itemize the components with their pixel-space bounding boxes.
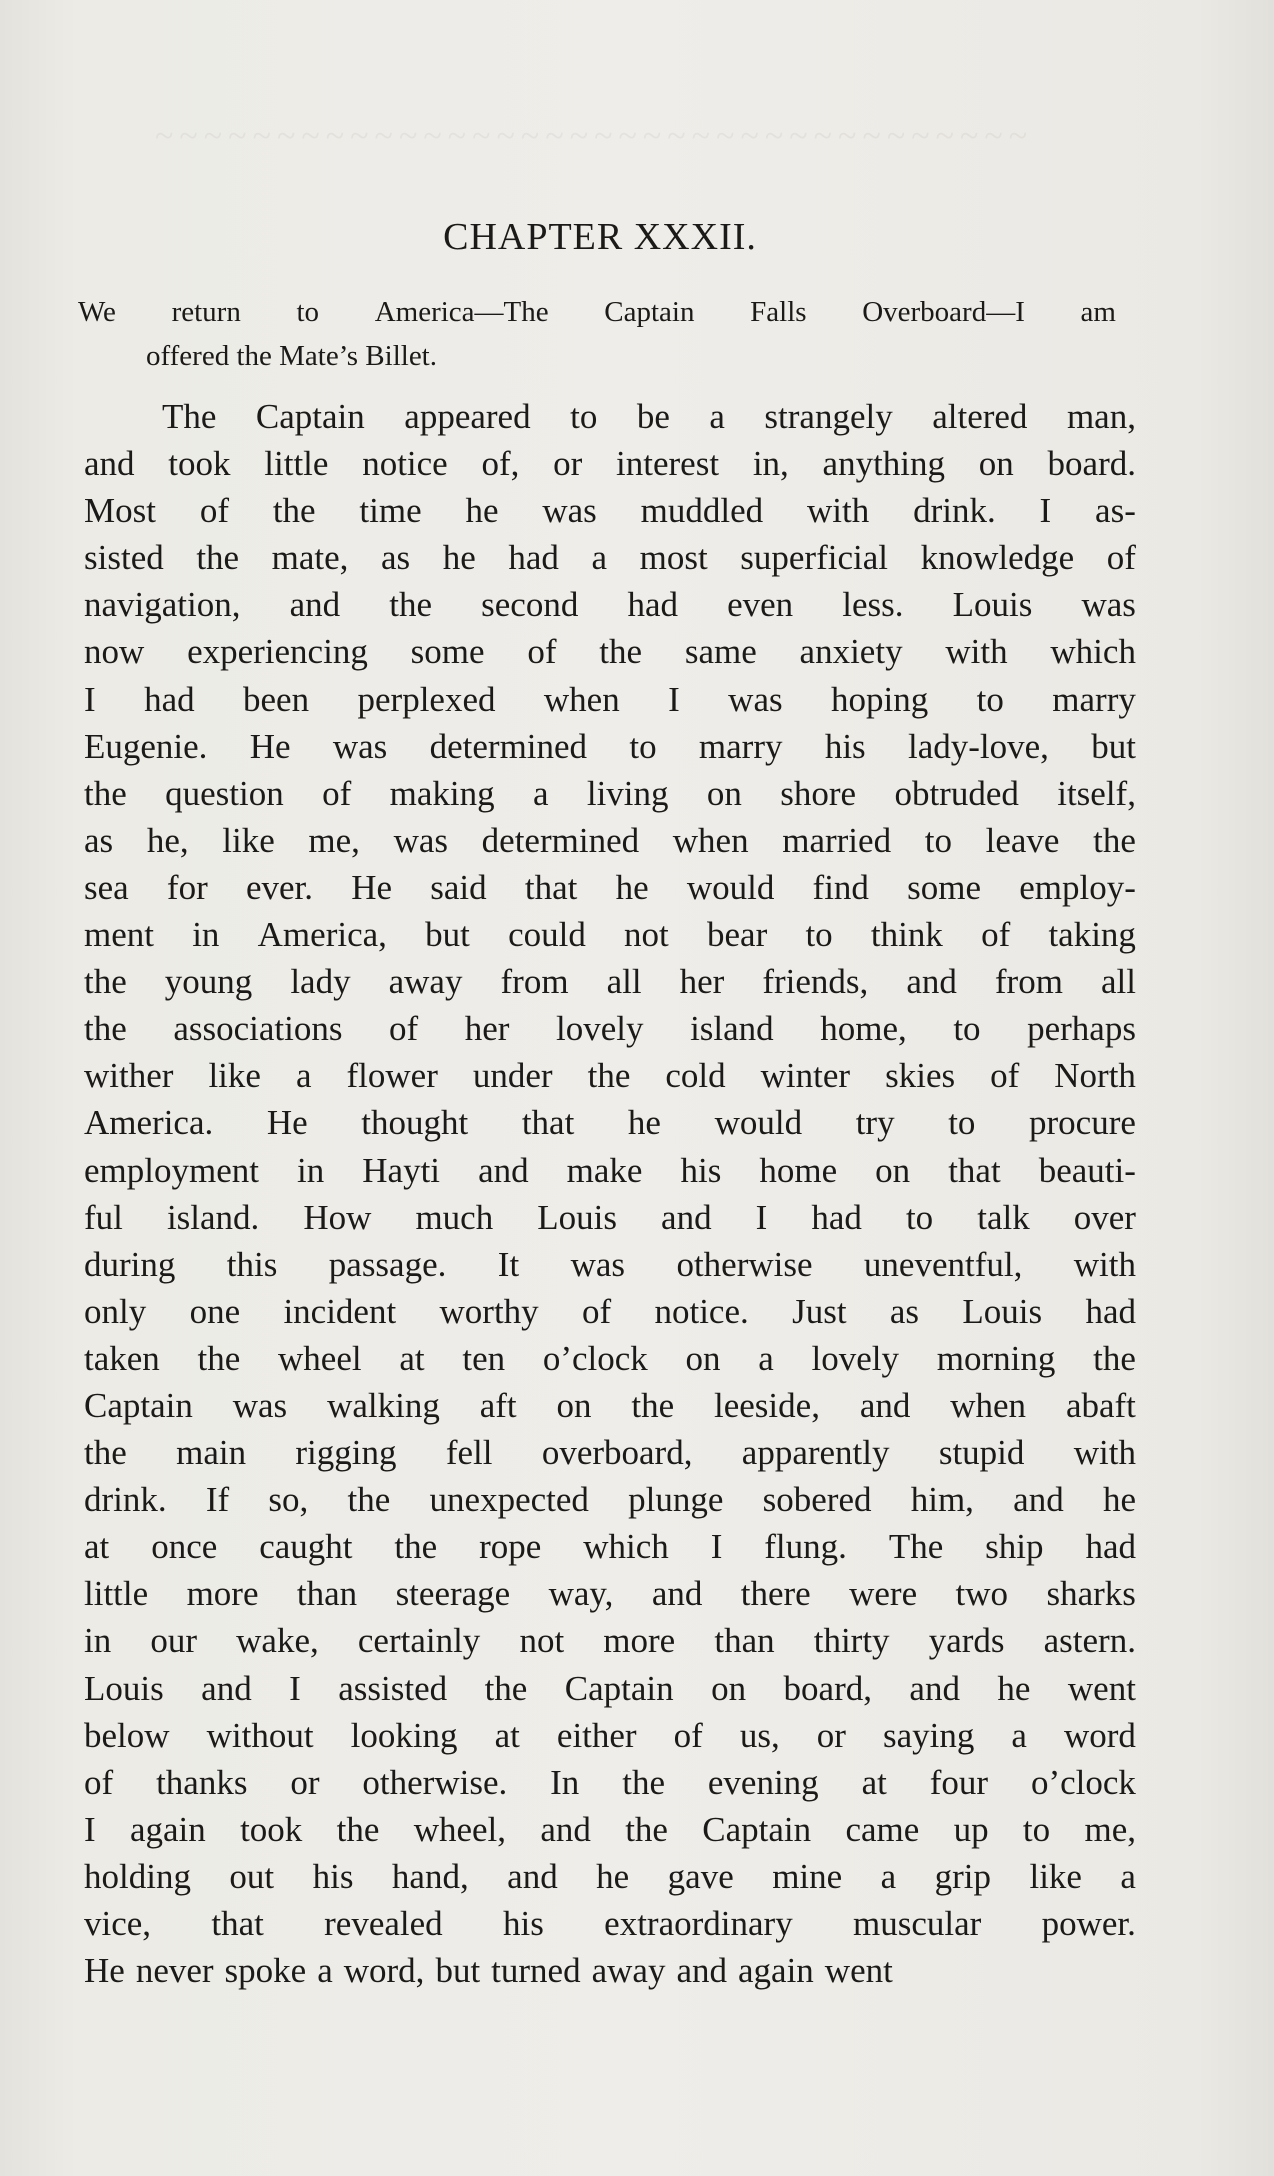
body-line: He never spoke a word, but turned away and again went xyxy=(84,1951,893,1991)
body-line: taken the wheel at ten o’clock on a lovely morning the xyxy=(84,1338,1136,1378)
body-line: Eugenie. He was determined to marry his lady-love, but xyxy=(84,726,1136,766)
body-line: of thanks or otherwise. In the evening at four o’clock xyxy=(84,1762,1136,1802)
body-line: the associations of her lovely island home, to perhaps xyxy=(84,1009,1136,1049)
body-line: vice, that revealed his extraordinary muscular power. xyxy=(84,1904,1136,1943)
body-line: only one incident worthy of notice. Just as Louis had xyxy=(84,1291,1136,1331)
body-line: employment in Hayti and make his home on that beauti- xyxy=(84,1150,1136,1190)
chapter-summary-line-2: offered the Mate’s Billet. xyxy=(146,340,437,372)
body-line: the young lady away from all her friends, and from all xyxy=(84,962,1136,1002)
body-line: the question of making a living on shore obtruded itself, xyxy=(84,773,1136,813)
body-line: I had been perplexed when I was hoping to marry xyxy=(84,679,1136,719)
body-line: the main rigging fell overboard, apparently stupid with xyxy=(84,1433,1136,1473)
body-line: I again took the wheel, and the Captain came up to me, xyxy=(84,1809,1136,1849)
body-line: below without looking at either of us, or saying a word xyxy=(84,1715,1136,1755)
body-line: as he, like me, was determined when married to leave the xyxy=(84,820,1136,860)
body-line: navigation, and the second had even less. Louis was xyxy=(84,585,1136,625)
body-line: holding out his hand, and he gave mine a grip like a xyxy=(84,1856,1136,1896)
body-line: Most of the time he was muddled with drink. I as- xyxy=(84,491,1136,531)
body-line: and took little notice of, or interest in, anything on board. xyxy=(84,444,1136,484)
body-text xyxy=(84,393,1136,1994)
body-line: Captain was walking aft on the leeside, and when abaft xyxy=(84,1385,1136,1425)
body-line: ment in America, but could not bear to think of taking xyxy=(84,915,1136,955)
body-line: during this passage. It was otherwise uneventful, with xyxy=(84,1244,1136,1284)
body-line: at once caught the rope which I flung. The ship had xyxy=(84,1527,1136,1567)
body-line: sisted the mate, as he had a most superficial knowledge of xyxy=(84,538,1136,578)
body-line: drink. If so, the unexpected plunge sobered him, and he xyxy=(84,1480,1136,1520)
body-line: ful island. How much Louis and I had to talk over xyxy=(84,1197,1136,1237)
body-line: The Captain appeared to be a strangely altered man, xyxy=(162,397,1136,436)
body-line: America. He thought that he would try to procure xyxy=(84,1103,1136,1143)
chapter-summary-line-1: We return to America—The Captain Falls Overboard—I am xyxy=(78,296,1116,328)
body-line: sea for ever. He said that he would find some employ- xyxy=(84,867,1136,907)
body-line: now experiencing some of the same anxiety with which xyxy=(84,632,1136,672)
body-line: in our wake, certainly not more than thirty yards astern. xyxy=(84,1621,1136,1661)
chapter-summary xyxy=(78,290,1116,378)
show-through-text: ~~~~~~~~~~~~~~~~~~~~~~~~~~~~~~~~~~~~ xyxy=(155,118,1034,155)
chapter-title: CHAPTER XXXII. xyxy=(443,216,757,258)
body-line: wither like a flower under the cold winter skies of North xyxy=(84,1056,1136,1096)
body-line: Louis and I assisted the Captain on board, and he went xyxy=(84,1668,1136,1708)
body-line: little more than steerage way, and there were two sharks xyxy=(84,1574,1136,1614)
